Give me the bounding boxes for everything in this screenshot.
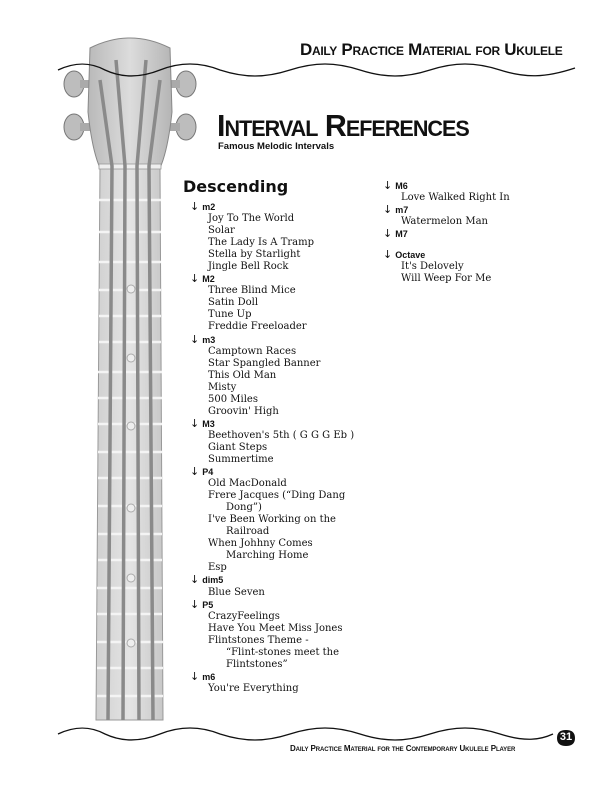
descending-arrow-icon: ↓ [190,597,200,611]
song-title: Blue Seven [208,586,265,598]
song-title: When Johhny Comes [208,538,313,550]
song-title: Jingle Bell Rock [208,261,289,273]
descending-arrow-icon: ↓ [190,332,200,346]
interval-heading [383,204,510,216]
interval-label: Octave [395,250,426,261]
song-title: Groovin' High [208,405,279,417]
interval-list-left [190,201,354,695]
song-title: Star Spangled Banner [208,357,321,369]
song-title: This Old Man [208,369,277,381]
interval-label: dim5 [202,575,224,586]
song-title: Esp [208,562,227,574]
song-title: Flintstones” [226,658,288,670]
page-subtitle: Famous Melodic Intervals [218,141,335,152]
song-title: 500 Miles [208,393,258,405]
song-title: It's Delovely [401,261,464,273]
interval-label: M2 [202,274,215,285]
descending-arrow-icon: ↓ [190,272,200,286]
interval-label: m2 [202,202,216,212]
interval-heading [190,671,354,683]
page-title: Interval References [217,108,469,143]
song-title: Solar [208,225,235,237]
song-title: Camptown Races [208,345,297,357]
descending-arrow-icon: ↓ [383,179,393,192]
descending-arrow-icon: ↓ [190,416,200,430]
interval-label: m6 [202,671,216,682]
song-title: Flintstones Theme - [208,634,309,646]
song-title: Marching Home [226,550,309,562]
song-title: Satin Doll [208,297,259,309]
song-title: Love Walked Right In [401,192,510,204]
interval-heading [190,599,354,611]
interval-label: M7 [395,229,408,240]
interval-heading [190,273,354,285]
song-title: I've Been Working on the [208,514,336,526]
interval-heading [190,418,354,430]
song-title: Old MacDonald [208,478,287,490]
song-title: Three Blind Mice [208,285,296,297]
song-title: Dong”) [226,502,262,514]
interval-label: P4 [202,467,214,478]
descending-arrow-icon: ↓ [383,248,393,262]
header-title: Daily Practice Material for Ukulele [300,40,563,59]
song-title: Misty [208,381,237,393]
song-title: Railroad [226,526,270,538]
footer-wave-divider [0,724,612,744]
interval-list-right [383,180,510,285]
interval-heading [190,466,354,478]
section-heading: Descending [183,177,289,196]
interval-heading [190,574,354,586]
interval-heading [190,334,354,346]
song-title: Joy To The World [208,213,295,225]
song-title: Will Weep For Me [401,273,492,285]
descending-arrow-icon: ↓ [383,203,393,217]
descending-arrow-icon: ↓ [190,669,200,683]
song-title: “Flint-stones meet the [226,646,340,658]
descending-arrow-icon: ↓ [190,573,200,587]
song-title: Watermelon Man [401,216,488,228]
interval-heading [383,228,510,240]
song-title: The Lady Is A Tramp [208,237,314,249]
descending-arrow-icon: ↓ [190,200,200,213]
page-number: 31 [559,731,573,743]
song-title: Frere Jacques (“Ding Dang [208,490,346,502]
song-title: Freddie Freeloader [208,321,307,333]
song-title: Beethoven's 5th ( G G G Eb ) [208,429,355,441]
descending-arrow-icon: ↓ [190,465,200,479]
song-title: Stella by Starlight [208,249,301,261]
header-wave-divider [0,60,612,80]
song-title: Giant Steps [208,441,268,453]
interval-label: M6 [395,181,408,191]
song-title: Have You Meet Miss Jones [208,622,343,634]
interval-heading [383,249,510,261]
interval-heading [383,180,510,192]
footer-text: Daily Practice Material for the Contemporary Ukulele Player [290,744,516,753]
song-title: Summertime [208,453,274,465]
interval-label: P5 [202,599,214,610]
song-title: CrazyFeelings [208,610,280,622]
descending-arrow-icon: ↓ [383,227,393,241]
interval-label: m7 [395,205,409,216]
interval-heading [190,201,354,213]
song-title: Tune Up [208,309,252,321]
spacer [383,240,510,249]
interval-label: M3 [202,418,215,429]
song-title: You're Everything [208,682,299,694]
interval-label: m3 [202,334,216,345]
